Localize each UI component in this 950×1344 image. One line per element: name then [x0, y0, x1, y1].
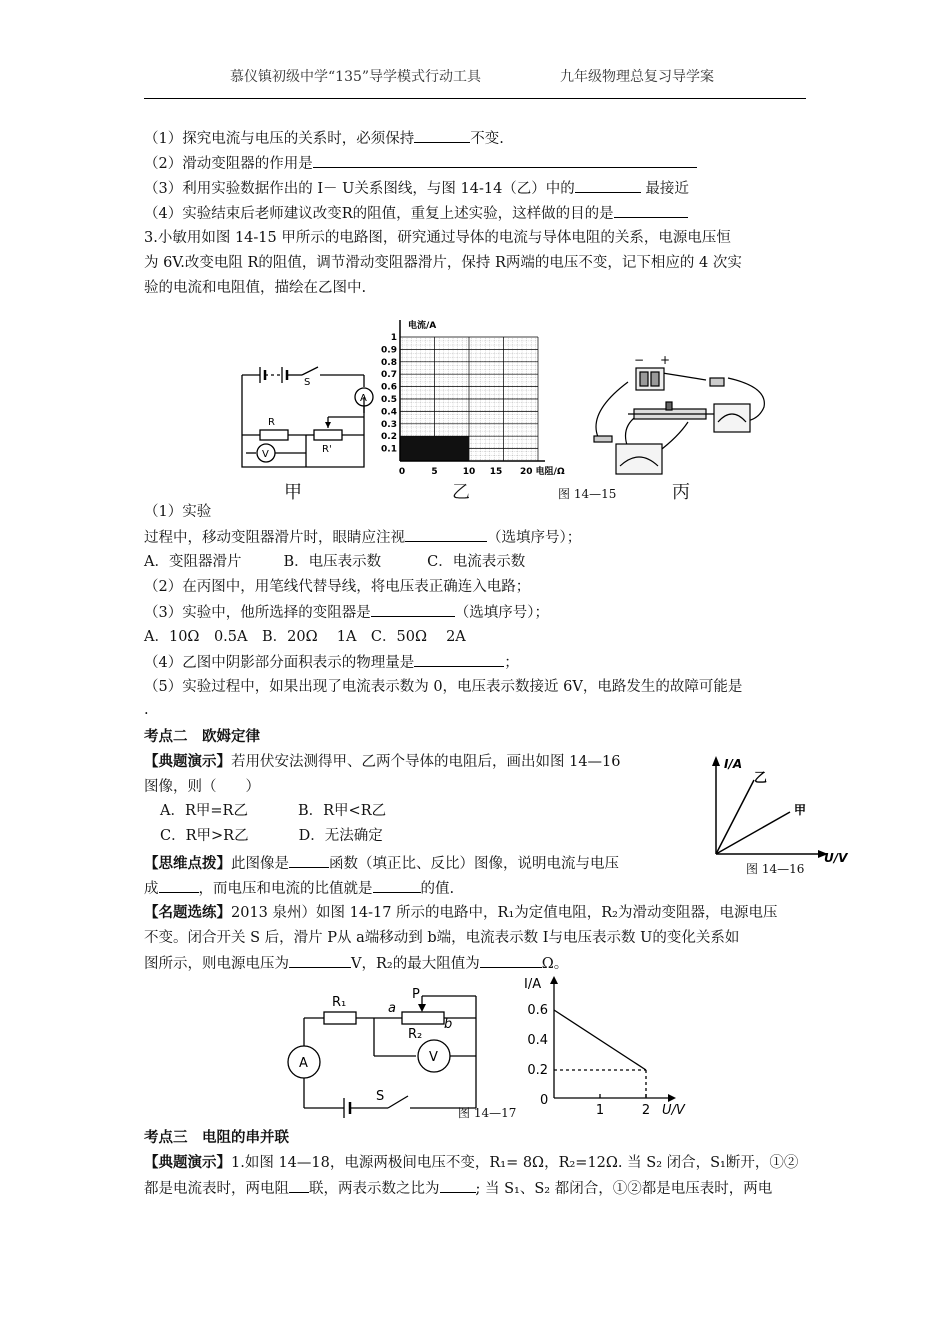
fig17-graph-y-tick: 0.6 — [527, 1003, 548, 1018]
s2-demo-line-1: 【典题演示】若用伏安法测得甲、乙两个导体的电阻后，画出如图 14—16 — [144, 754, 621, 770]
grid-x-tick: 15 — [489, 467, 503, 477]
q2-item-4: （4）实验结束后老师建议改变R的阻值，重复上述实验，这样做的目的是 — [144, 203, 688, 224]
grid-y-tick: 0.6 — [381, 382, 397, 393]
fig17-r2-label: R₂ — [408, 1027, 423, 1042]
q2-item-3: （3）利用实验数据作出的 I－ U关系图线，与图 14-14（乙）中的 最接近 — [144, 178, 689, 199]
s2-options-ab: A．R甲=R乙 B．R甲<R乙 — [160, 803, 387, 819]
fig17-graph-y-label: I/A — [524, 977, 542, 992]
fig17-graph-x-tick: 1 — [595, 1103, 605, 1118]
s2-think-line-2: 成 ，而电压和电流的比值就是 的值. — [144, 878, 454, 899]
fig17-ammeter-label: A — [299, 1056, 308, 1071]
q3-s5: （5）实验过程中，如果出现了电流表示数为 0，电压表示数接近 6V，电路发生的故障可能是 — [144, 679, 743, 695]
grid-y-tick: 0.9 — [381, 345, 397, 356]
q2-item-1: （1）探究电流与电压的关系时，必须保持 不变. — [144, 128, 504, 149]
figure-14-15-circuit — [232, 355, 382, 475]
s2-famous-line-1: 【名题选练】2013 泉州）如图 14-17 所示的电路中，R₁为定值电阻，R₂为滑动变阻器，电源电压 — [144, 905, 778, 921]
grid-x-tick: 0 — [398, 467, 406, 477]
section-3-title: 考点三 电阻的串并联 — [144, 1130, 289, 1146]
grid-y-tick: 0.4 — [381, 407, 397, 418]
circuit-resistor-label: R — [268, 417, 275, 428]
fig17-graph-x-tick: 2 — [641, 1103, 651, 1118]
fig17-voltmeter-label: V — [429, 1050, 438, 1065]
q3-s1-options: A．变阻器滑片 B．电压表示数 C．电流表示数 — [144, 554, 526, 570]
fig16-y-label: I/A — [724, 757, 743, 771]
s2-options-cd: C．R甲>R乙 D．无法确定 — [160, 828, 383, 844]
fig16-x-label: U/V — [824, 851, 848, 865]
header-rule — [144, 98, 806, 99]
grid-y-tick: 0.1 — [381, 444, 397, 455]
fig17-b-label: b — [444, 1017, 453, 1032]
circuit-voltmeter-label: V — [262, 449, 269, 460]
grid-y-axis-label: 电流/A — [408, 321, 437, 331]
q3-s3-options: A．10Ω 0.5A B．20Ω 1A C．50Ω 2A — [144, 629, 466, 645]
s3-demo-line-2: 都是电流表时，两电阻 联，两表示数之比为 ; 当 S₁、S₂ 都闭合，①②都是电压表时，两电 — [144, 1178, 772, 1199]
grid-y-tick: 0.3 — [381, 419, 397, 430]
q3-intro-2: 为 6V.改变电阻 R的阻值，调节滑动变阻器滑片，保持 R两端的电压不变，记下相应的 4 次实 — [144, 255, 742, 271]
s2-think-line-1: 【思维点拨】此图像是 函数（填正比、反比）图像，说明电流与电压 — [144, 853, 619, 874]
grid-y-tick: 0.8 — [381, 357, 397, 368]
fig-14-16-caption: 图 14—16 — [746, 862, 805, 876]
fig-label-jia: 甲 — [284, 482, 302, 503]
q2-item-2: （2）滑动变阻器的作用是 — [144, 153, 697, 174]
q3-s3: （3）实验中，他所选择的变阻器是 （选填序号）； — [144, 602, 549, 623]
fig17-graph-y-tick: 0.2 — [527, 1063, 548, 1078]
grid-y-tick: 1 — [390, 333, 397, 343]
fig17-graph-origin: 0 — [540, 1093, 549, 1108]
grid-y-tick: 0.7 — [381, 370, 397, 381]
fig17-switch-label: S — [376, 1089, 385, 1104]
figure-14-17-circuit — [280, 982, 510, 1118]
figure-14-15-grid — [370, 312, 590, 480]
circuit-rheostat-label: R' — [322, 444, 332, 455]
q3-intro-3: 验的电流和电阻值，描绘在乙图中. — [144, 280, 367, 296]
circuit-ammeter-label: A — [360, 393, 367, 404]
q3-s1b: 过程中，移动变阻器滑片时，眼睛应注视 （选填序号）； — [144, 527, 581, 548]
grid-x-tick: 10 — [462, 467, 476, 477]
fig16-line-jia: 甲 — [794, 803, 807, 817]
section-2-title: 考点二 欧姆定律 — [144, 729, 260, 745]
grid-x-tick: 5 — [431, 467, 438, 477]
fig17-r1-label: R₁ — [332, 995, 347, 1010]
grid-y-tick: 0.5 — [381, 395, 397, 405]
svg-text:+: + — [660, 353, 671, 367]
header-left: 慕仪镇初级中学“135”导学模式行动工具 — [230, 69, 482, 85]
q3-s5-tail: . — [144, 702, 149, 718]
q3-s1a: （1）实验 — [144, 504, 212, 520]
fig17-a-label: a — [388, 1001, 396, 1016]
grid-y-tick: 0.2 — [381, 432, 397, 443]
fig-14-15-caption: 图 14—15 — [558, 487, 617, 501]
s3-demo-line-1: 【典题演示】1.如图 14—18，电源两极间电压不变，R₁= 8Ω，R₂=12Ω. 当 S₂ 闭合，S₁断开，①② — [144, 1155, 799, 1171]
grid-x-axis-label: 20 电阻/Ω — [520, 467, 565, 477]
grid-shaded-area — [400, 436, 469, 461]
header-right: 九年级物理总复习导学案 — [560, 69, 714, 85]
fig-label-bing: 丙 — [672, 482, 690, 503]
q3-intro-1: 3.小敏用如图 14-15 甲所示的电路图，研究通过导体的电流与导体电阻的关系，电源电压恒 — [144, 230, 731, 246]
figure-14-15-apparatus — [588, 352, 778, 482]
s2-demo-line-2: 图像，则（ ） — [144, 779, 260, 795]
circuit-switch-label: S — [304, 377, 311, 388]
q3-s2: （2）在丙图中，用笔线代替导线，将电压表正确连入电路； — [144, 579, 531, 595]
fig-14-17-caption: 图 14—17 — [458, 1106, 517, 1120]
fig17-graph-y-tick: 0.4 — [527, 1033, 548, 1048]
figure-14-16 — [702, 754, 852, 874]
s2-famous-line-2: 不变。闭合开关 S 后，滑片 P从 a端移动到 b端，电流表示数 I与电压表示数 U的变化关系如 — [144, 930, 740, 946]
fig-label-yi: 乙 — [452, 482, 470, 503]
figure-14-17-graph — [520, 970, 700, 1120]
svg-text:−: − — [634, 353, 645, 367]
fig17-graph-x-label: U/V — [662, 1103, 685, 1118]
fig16-line-yi: 乙 — [754, 771, 768, 786]
s2-famous-line-3: 图所示，则电源电压为 V，R₂的最大阻值为 Ω。 — [144, 953, 568, 974]
q3-s4: （4）乙图中阴影部分面积表示的物理量是 ； — [144, 652, 519, 673]
fig17-p-label: P — [412, 987, 420, 1002]
